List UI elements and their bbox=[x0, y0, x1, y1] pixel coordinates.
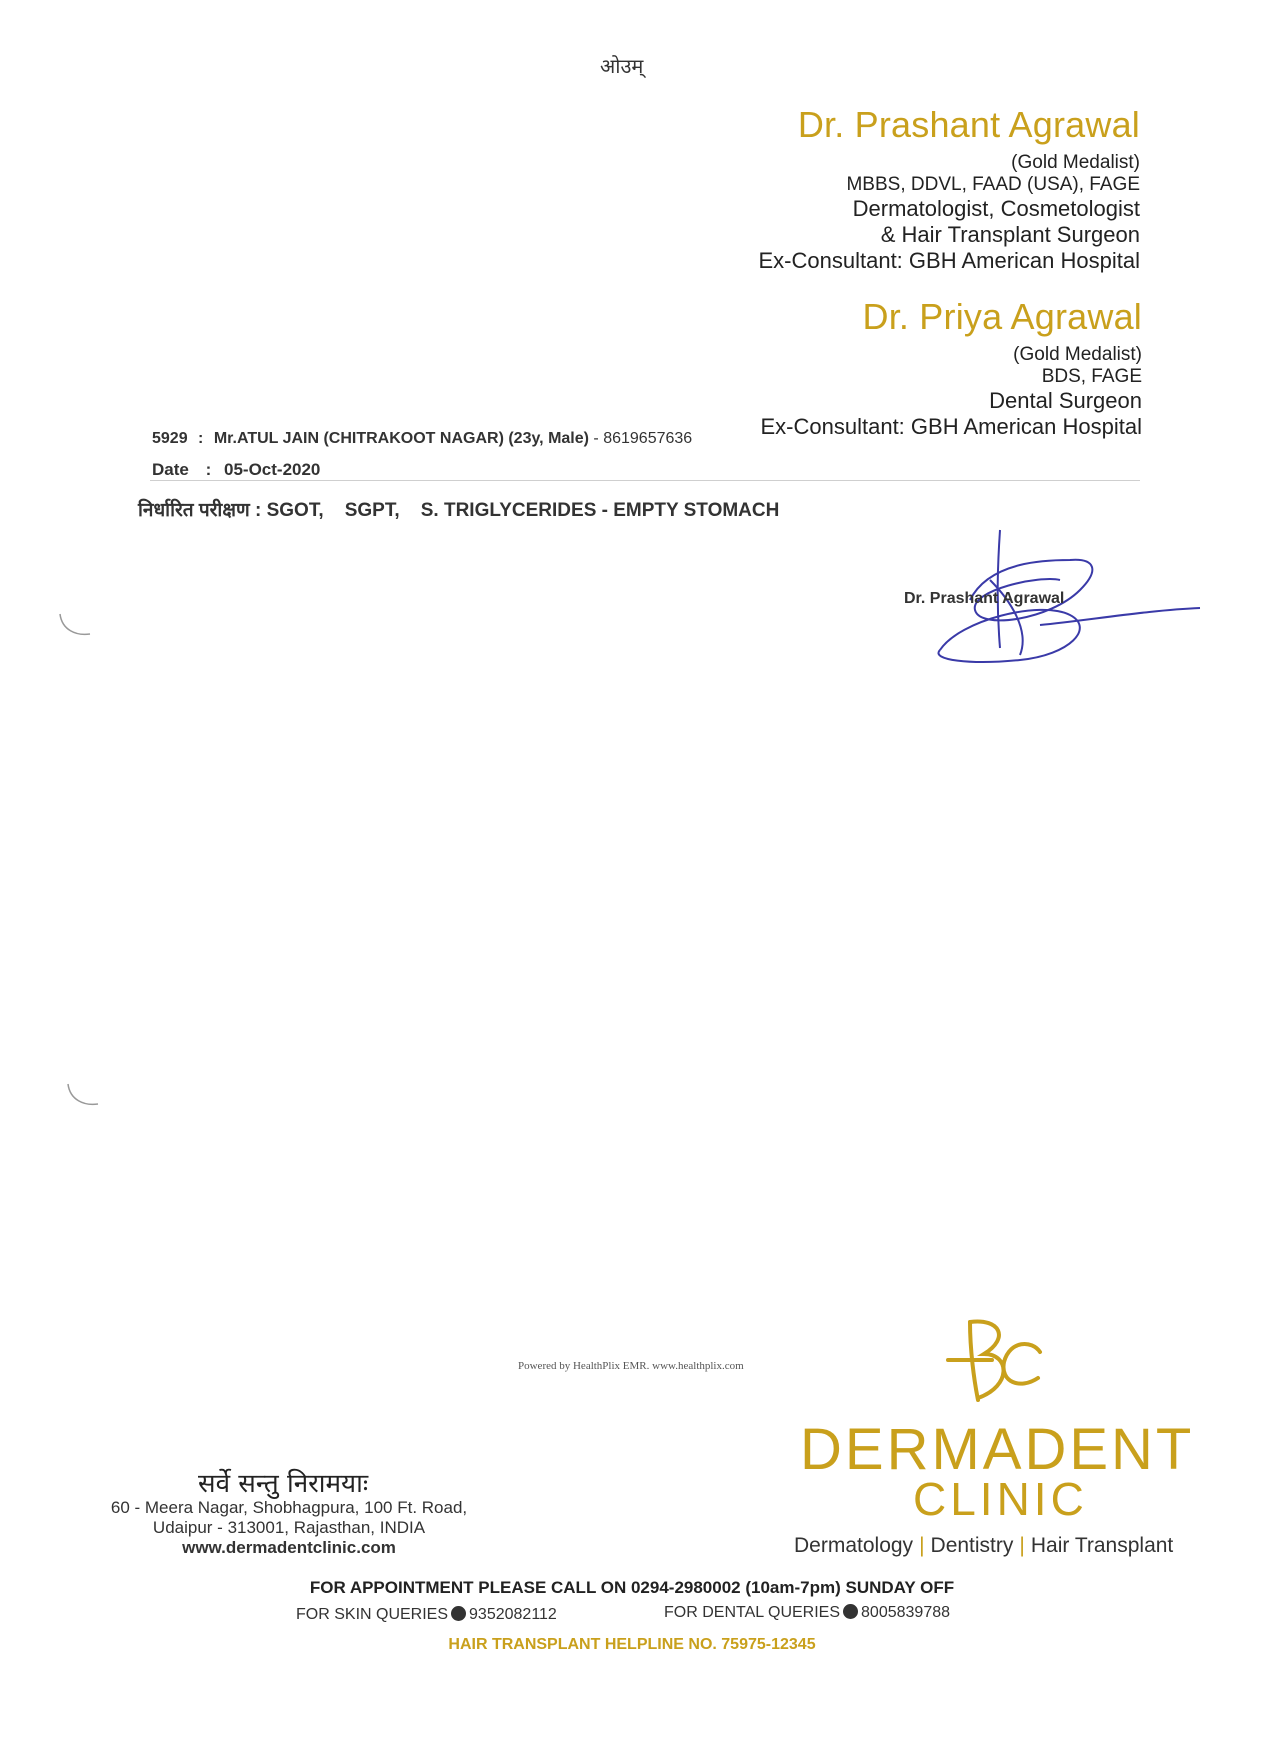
whatsapp-icon bbox=[451, 1606, 466, 1621]
date-line bbox=[152, 460, 320, 480]
doctor2-name: Dr. Priya Agrawal bbox=[862, 296, 1142, 337]
skin-queries bbox=[296, 1606, 557, 1624]
doctor2-degrees: BDS, FAGE bbox=[1041, 366, 1142, 387]
date-sep: : bbox=[205, 460, 212, 479]
dental-queries-label: FOR DENTAL QUERIES bbox=[664, 1604, 841, 1621]
tests-label: निर्धारित परीक्षण : bbox=[138, 500, 267, 521]
skin-queries-label: FOR SKIN QUERIES bbox=[296, 1606, 449, 1623]
skin-queries-phone: 9352082112 bbox=[469, 1606, 557, 1623]
patient-name: Mr.ATUL JAIN (CHITRAKOOT NAGAR) (23y, Male) bbox=[213, 430, 589, 447]
address-block bbox=[84, 1498, 494, 1558]
website: www.dermadentclinic.com bbox=[182, 1538, 396, 1557]
punch-mark bbox=[64, 1082, 104, 1112]
brand-name: DERMADENT bbox=[800, 1417, 1195, 1482]
powered-by: Powered by HealthPlix EMR. www.healthplix.com bbox=[518, 1360, 744, 1372]
doctor1-award: (Gold Medalist) bbox=[1011, 152, 1140, 173]
tests-line bbox=[138, 496, 779, 522]
doctor1-name: Dr. Prashant Agrawal bbox=[797, 104, 1140, 145]
doctor1-ex: Ex-Consultant: GBH American Hospital bbox=[758, 248, 1140, 273]
punch-mark bbox=[56, 612, 96, 642]
doctor2-specialty: Dental Surgeon bbox=[989, 388, 1142, 413]
doctor1-block bbox=[759, 104, 1141, 274]
doctor2-block bbox=[761, 296, 1143, 440]
doctor2-ex: Ex-Consultant: GBH American Hospital bbox=[760, 414, 1142, 439]
tests-items: SGOT, SGPT, S. TRIGLYCERIDES - EMPTY STOMACH bbox=[266, 500, 780, 521]
appointment-line: FOR APPOINTMENT PLEASE CALL ON 0294-2980002 (10am-7pm) SUNDAY OFF bbox=[309, 1578, 955, 1597]
service-dermatology: Dermatology bbox=[794, 1534, 914, 1557]
service-separator: | bbox=[919, 1534, 925, 1557]
date-value: 05-Oct-2020 bbox=[224, 460, 321, 479]
service-hair-transplant: Hair Transplant bbox=[1030, 1534, 1174, 1557]
patient-phone: - 8619657636 bbox=[593, 430, 693, 447]
doctor1-specialty2: & Hair Transplant Surgeon bbox=[880, 222, 1140, 247]
motto: सर्वे सन्तु निरामयाः bbox=[198, 1469, 369, 1499]
address-line1: 60 - Meera Nagar, Shobhagpura, 100 Ft. Road, bbox=[110, 1498, 468, 1517]
date-label: Date bbox=[152, 460, 189, 479]
brand-subtitle: CLINIC bbox=[913, 1473, 1088, 1525]
address-line2: Udaipur - 313001, Rajasthan, INDIA bbox=[152, 1518, 426, 1537]
patient-id: 5929 bbox=[152, 430, 188, 447]
services-line bbox=[794, 1534, 1173, 1558]
doctor1-degrees: MBBS, DDVL, FAAD (USA), FAGE bbox=[846, 174, 1140, 195]
patient-sep: : bbox=[198, 430, 204, 447]
dental-queries-phone: 8005839788 bbox=[861, 1604, 951, 1621]
divider bbox=[150, 480, 1140, 481]
hair-transplant-helpline: HAIR TRANSPLANT HELPLINE NO. 75975-12345 bbox=[448, 1636, 816, 1653]
om-symbol: ओउम् bbox=[600, 54, 644, 78]
patient-line bbox=[152, 430, 692, 448]
dental-queries bbox=[664, 1604, 950, 1622]
signature-name: Dr. Prashant Agrawal bbox=[904, 590, 1065, 607]
service-dentistry: Dentistry bbox=[930, 1534, 1014, 1557]
doctor2-award: (Gold Medalist) bbox=[1013, 344, 1142, 365]
service-separator: | bbox=[1019, 1534, 1025, 1557]
clinic-logo-icon bbox=[940, 1310, 1050, 1410]
doctor1-specialty1: Dermatologist, Cosmetologist bbox=[852, 196, 1140, 221]
whatsapp-icon bbox=[843, 1604, 858, 1619]
